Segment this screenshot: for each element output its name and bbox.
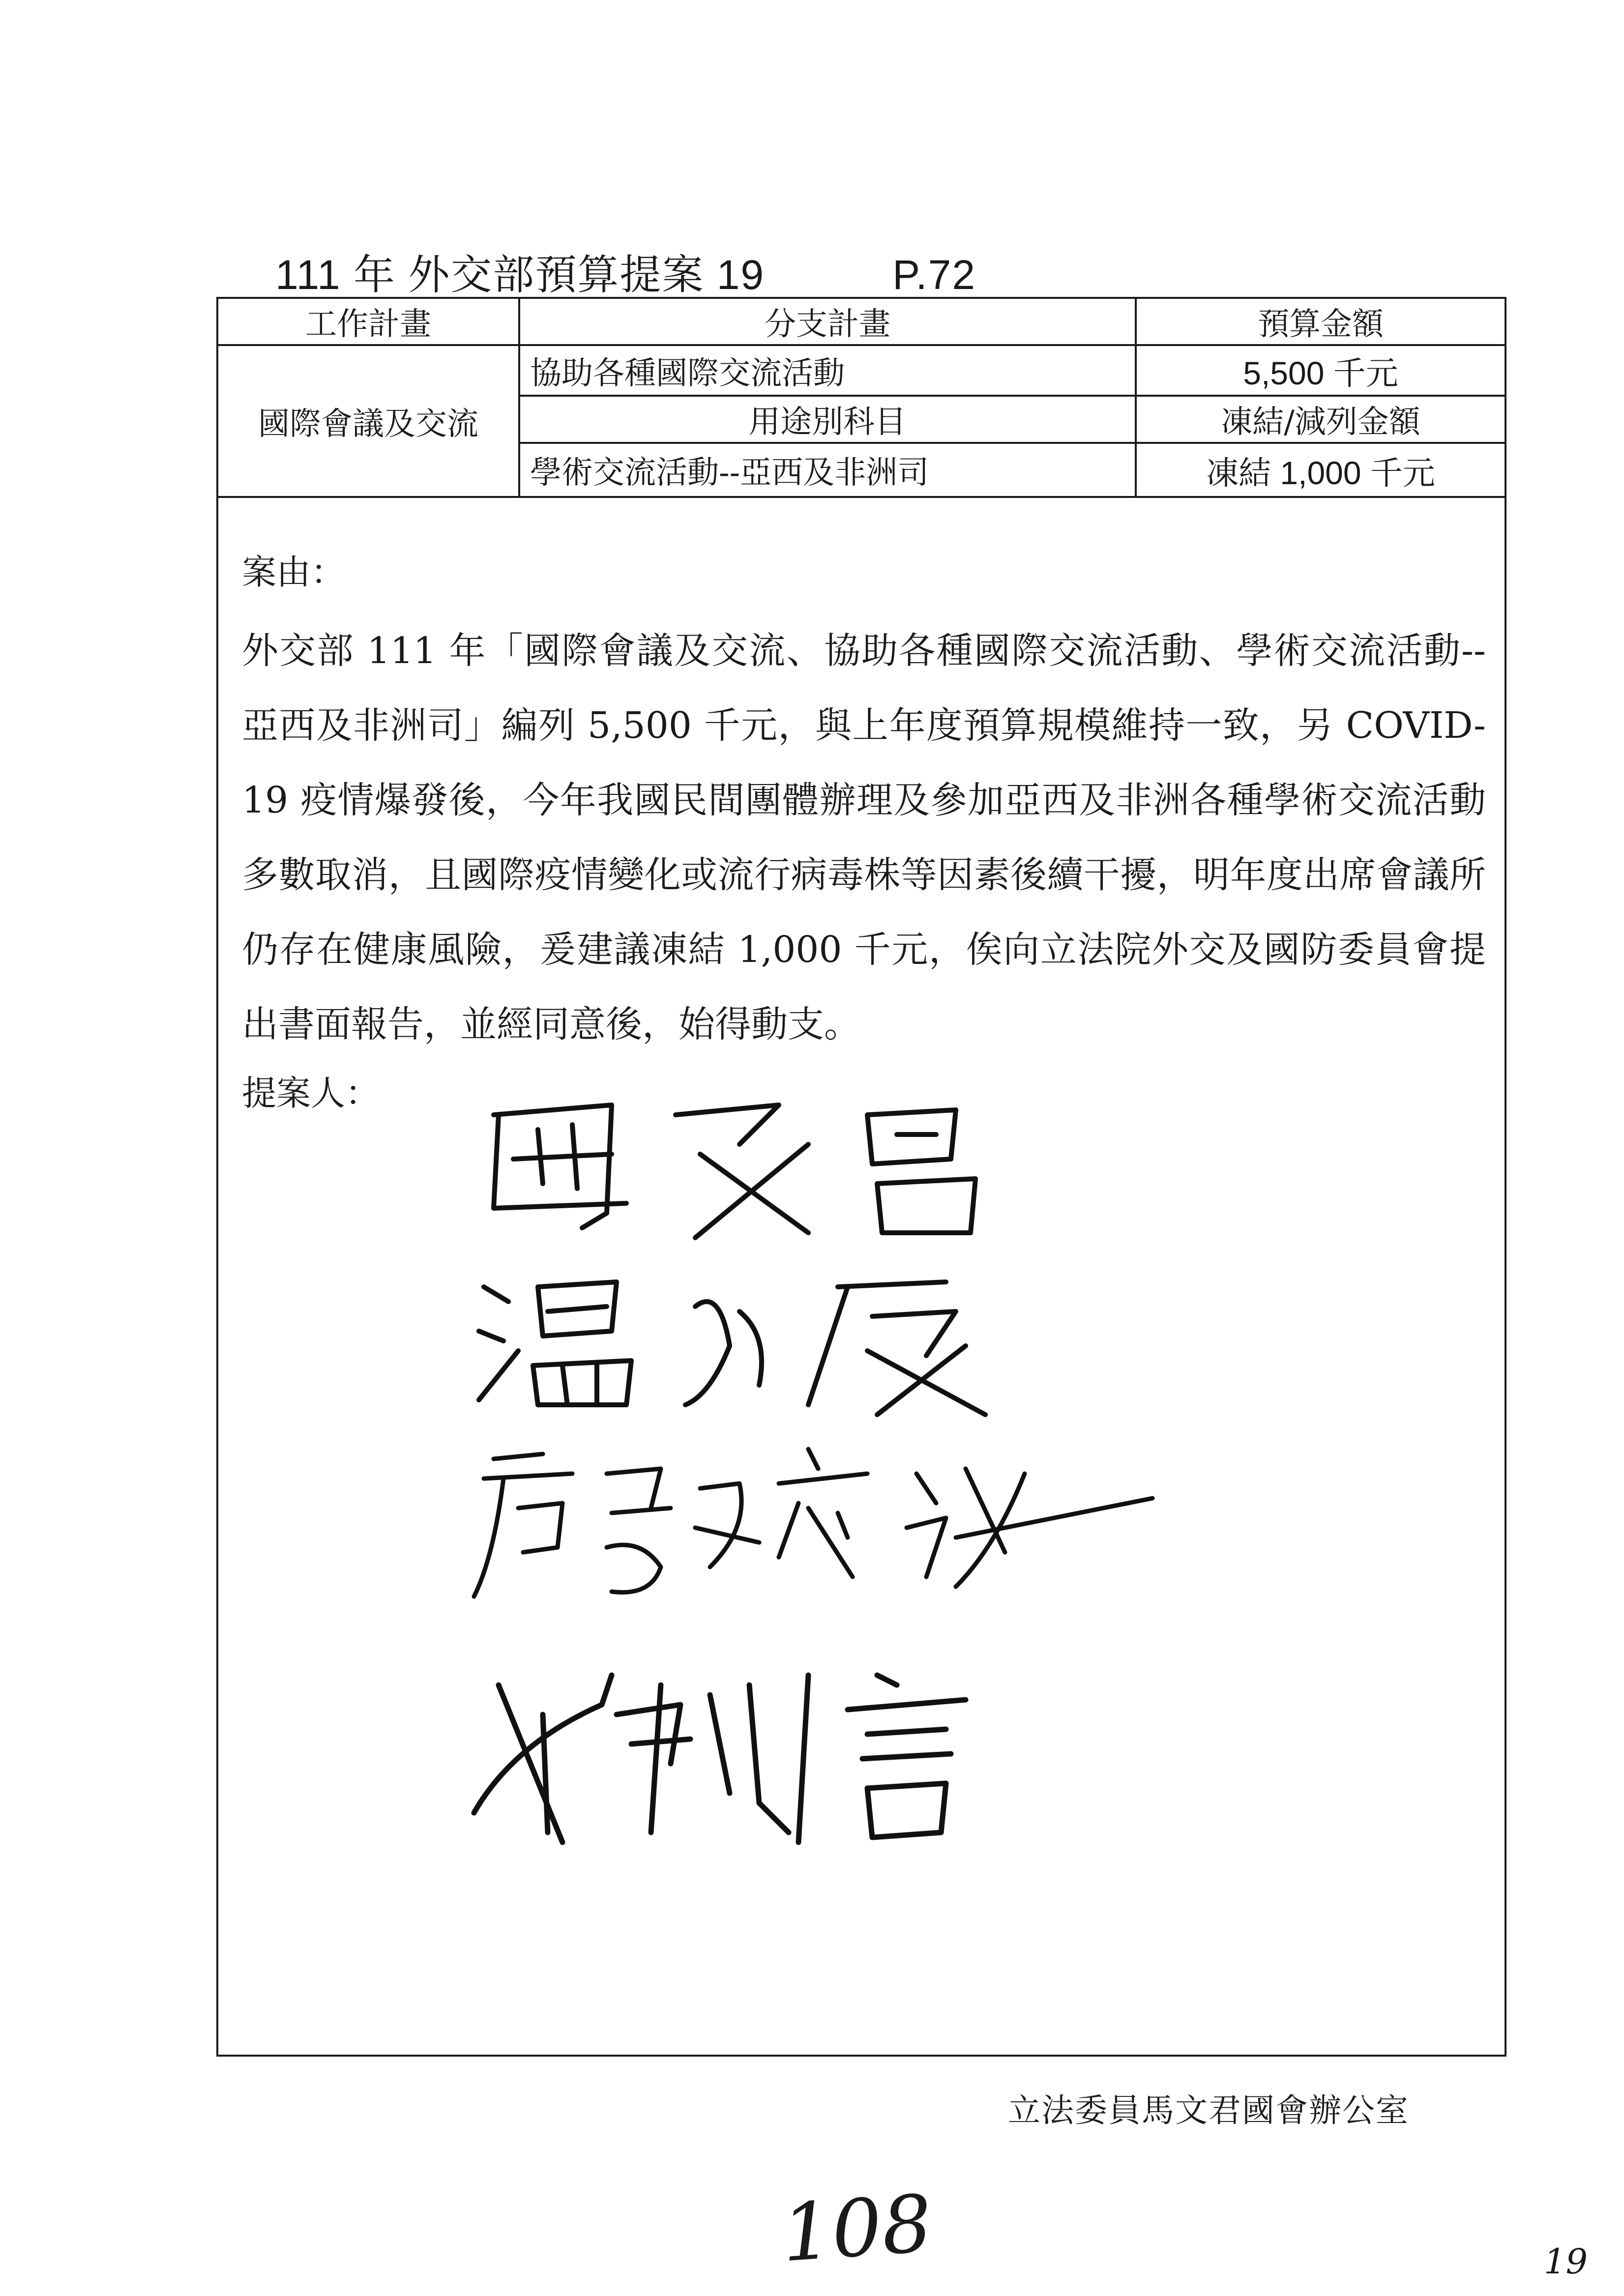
sub-plan-cell: 協助各種國際交流活動 <box>519 345 1136 396</box>
proposer-label: 提案人： <box>242 1073 380 1113</box>
office-footer: 立法委員馬文君國會辦公室 <box>1008 2092 1409 2129</box>
document-header <box>275 242 976 301</box>
signature-3-drawing <box>464 1429 1172 1616</box>
freeze-amount-cell: 凍結 1,000 千元 <box>1136 443 1505 497</box>
signature-2 <box>464 1257 1044 1426</box>
document-title: 111 年 外交部預算提案 19 <box>275 252 765 298</box>
budget-amount-cell: 5,500 千元 <box>1136 345 1505 396</box>
signature-1 <box>464 1085 1044 1250</box>
signature-3 <box>464 1429 1172 1618</box>
work-plan-cell: 國際會議及交流 <box>218 345 519 497</box>
usage-cell: 學術交流活動--亞西及非洲司 <box>519 443 1136 497</box>
freeze-header: 凍結/減列金額 <box>1136 396 1505 443</box>
usage-header: 用途別科目 <box>519 396 1136 443</box>
reason-label: 案由： <box>242 552 345 592</box>
sub-plan-header: 分支計畫 <box>519 299 1136 345</box>
signature-4-drawing <box>454 1646 1025 1852</box>
page-reference: P.72 <box>892 252 976 298</box>
budget-header: 預算金額 <box>1136 299 1505 345</box>
table-header-row <box>218 299 1505 345</box>
proposal-frame <box>216 297 1506 2057</box>
reason-text: 外交部 111 年「國際會議及交流、協助各種國際交流活動、學術交流活動--亞西及非洲司」編列 5,500 千元，與上年度預算規模維持一致，另 COVID-19 疫情爆發後，今年我國民間團體辦理及參加亞西及非洲各種學術交流活動多數取消，且國際疫情變化或流行病毒株等因素後續干擾，明年度出席會議所仍存在健康風險，爰建議凍結 1,000 千元，俟向立法院外交及國防委員會提出書面報告，並經同意後，始得動支。 <box>242 630 1486 1046</box>
signature-1-drawing <box>464 1085 1044 1248</box>
corner-page-number: 19 <box>1544 2241 1588 2282</box>
table-row <box>218 345 1505 396</box>
budget-table <box>218 299 1505 498</box>
handwritten-page-number: 108 <box>778 2177 935 2280</box>
signature-4 <box>454 1646 1025 1854</box>
work-plan-header: 工作計畫 <box>218 299 519 345</box>
signature-2-drawing <box>464 1257 1044 1424</box>
